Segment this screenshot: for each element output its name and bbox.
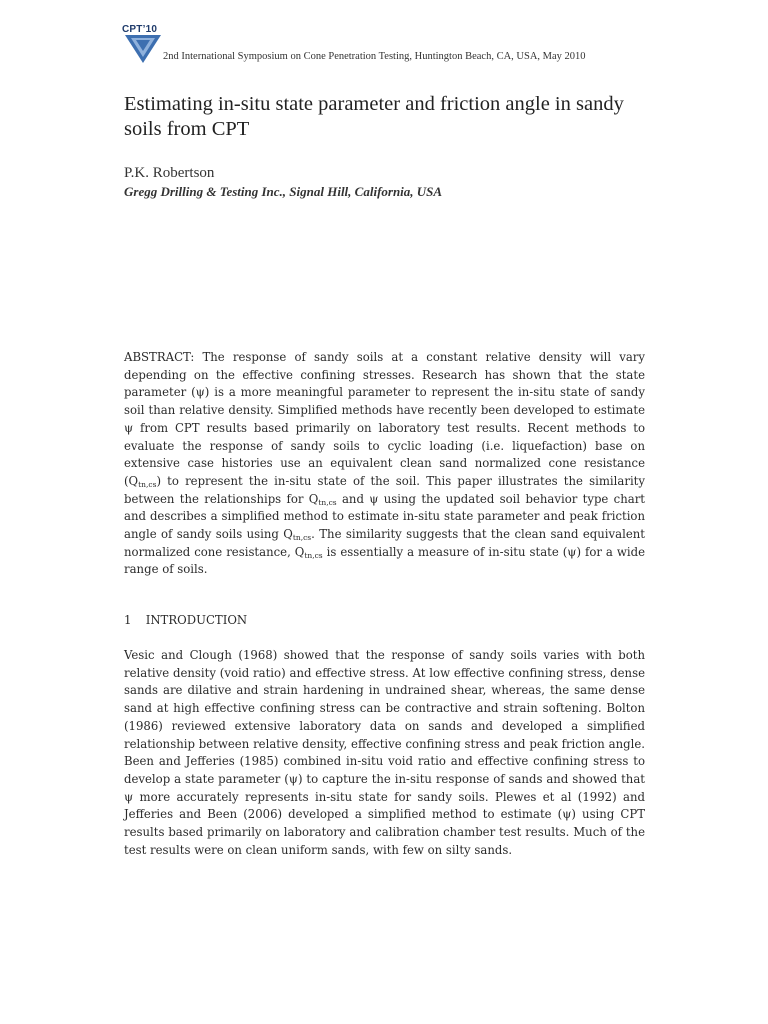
abstract-text: ABSTRACT: The response of sandy soils at a constant relative density will vary depending on the effective confining stresses. Research has shown that the state parameter (ψ) is a more meaningful parameter to represent the in-situ state of sandy soil than relative density. Simplified methods have recently been developed to estimate ψ from CPT results based primarily on laboratory test results. Recent methods to evaluate the response of sandy soils to cyclic loading (i.e. liquefaction) base on extensive case histories use an equivalent clean sand normalized cone resistance (Q (124, 350, 645, 488)
section-heading-introduction (124, 613, 247, 627)
subscript: tn,cs (318, 497, 337, 507)
abstract-text: is essentially a measure of in-situ state (ψ) for a wide range of soils. (124, 544, 645, 577)
subscript: tn,cs (138, 479, 157, 489)
author-name: P.K. Robertson (124, 165, 215, 181)
abstract-text: ) to represent the in-situ state of the soil. This paper illustrates the similarity between the relationships for Q (124, 473, 645, 506)
subscript: tn,cs (304, 550, 323, 560)
abstract-text: and ψ using the updated soil behavior type chart and describes a simplified method to estimate in-situ state parameter and peak friction angle of sandy soils using Q (124, 491, 645, 542)
subscript: tn,cs (292, 533, 312, 543)
abstract-text: . The similarity suggests that the clean sand equivalent normalized cone resistance, Q (124, 527, 645, 559)
triangle-logo-icon (125, 35, 161, 63)
conference-logo (122, 24, 166, 64)
logo-text: CPT’10 (122, 24, 158, 35)
section-number: 1 (124, 613, 132, 627)
abstract (124, 349, 645, 579)
introduction-paragraph: Vesic and Clough (1968) showed that the response of sandy soils varies with both relative density (void ratio) and effective stress. At low effective confining stress, dense sands are dilative and strain hardening in undrained shear, whereas, the same dense sand at high effective confining stress can be contractive and strain softening. Bolton (1986) reviewed extensive laboratory data on sands and developed a simplified relationship between relative density, effective confining stress and peak friction angle. Been and Jefferies (1985) combined in-situ void ratio and effective confining stress to develop a state parameter (ψ) to capture the in-situ response of sands and showed that ψ more accurately represents in-situ state for sandy soils. Plewes et al (1992) and Jefferies and Been (2006) developed a simplified method to estimate (ψ) using CPT results based primarily on laboratory and calibration chamber test results. Much of the test results were on clean uniform sands, with few on silty sands. (124, 648, 645, 857)
section-title: INTRODUCTION (145, 613, 248, 627)
conference-header: 2nd International Symposium on Cone Penetration Testing, Huntington Beach, CA, USA, May 2010 (163, 51, 586, 62)
author-affiliation: Gregg Drilling & Testing Inc., Signal Hill, California, USA (124, 184, 443, 199)
paper-title: Estimating in-situ state parameter and friction angle in sandy soils from CPT (124, 93, 624, 140)
